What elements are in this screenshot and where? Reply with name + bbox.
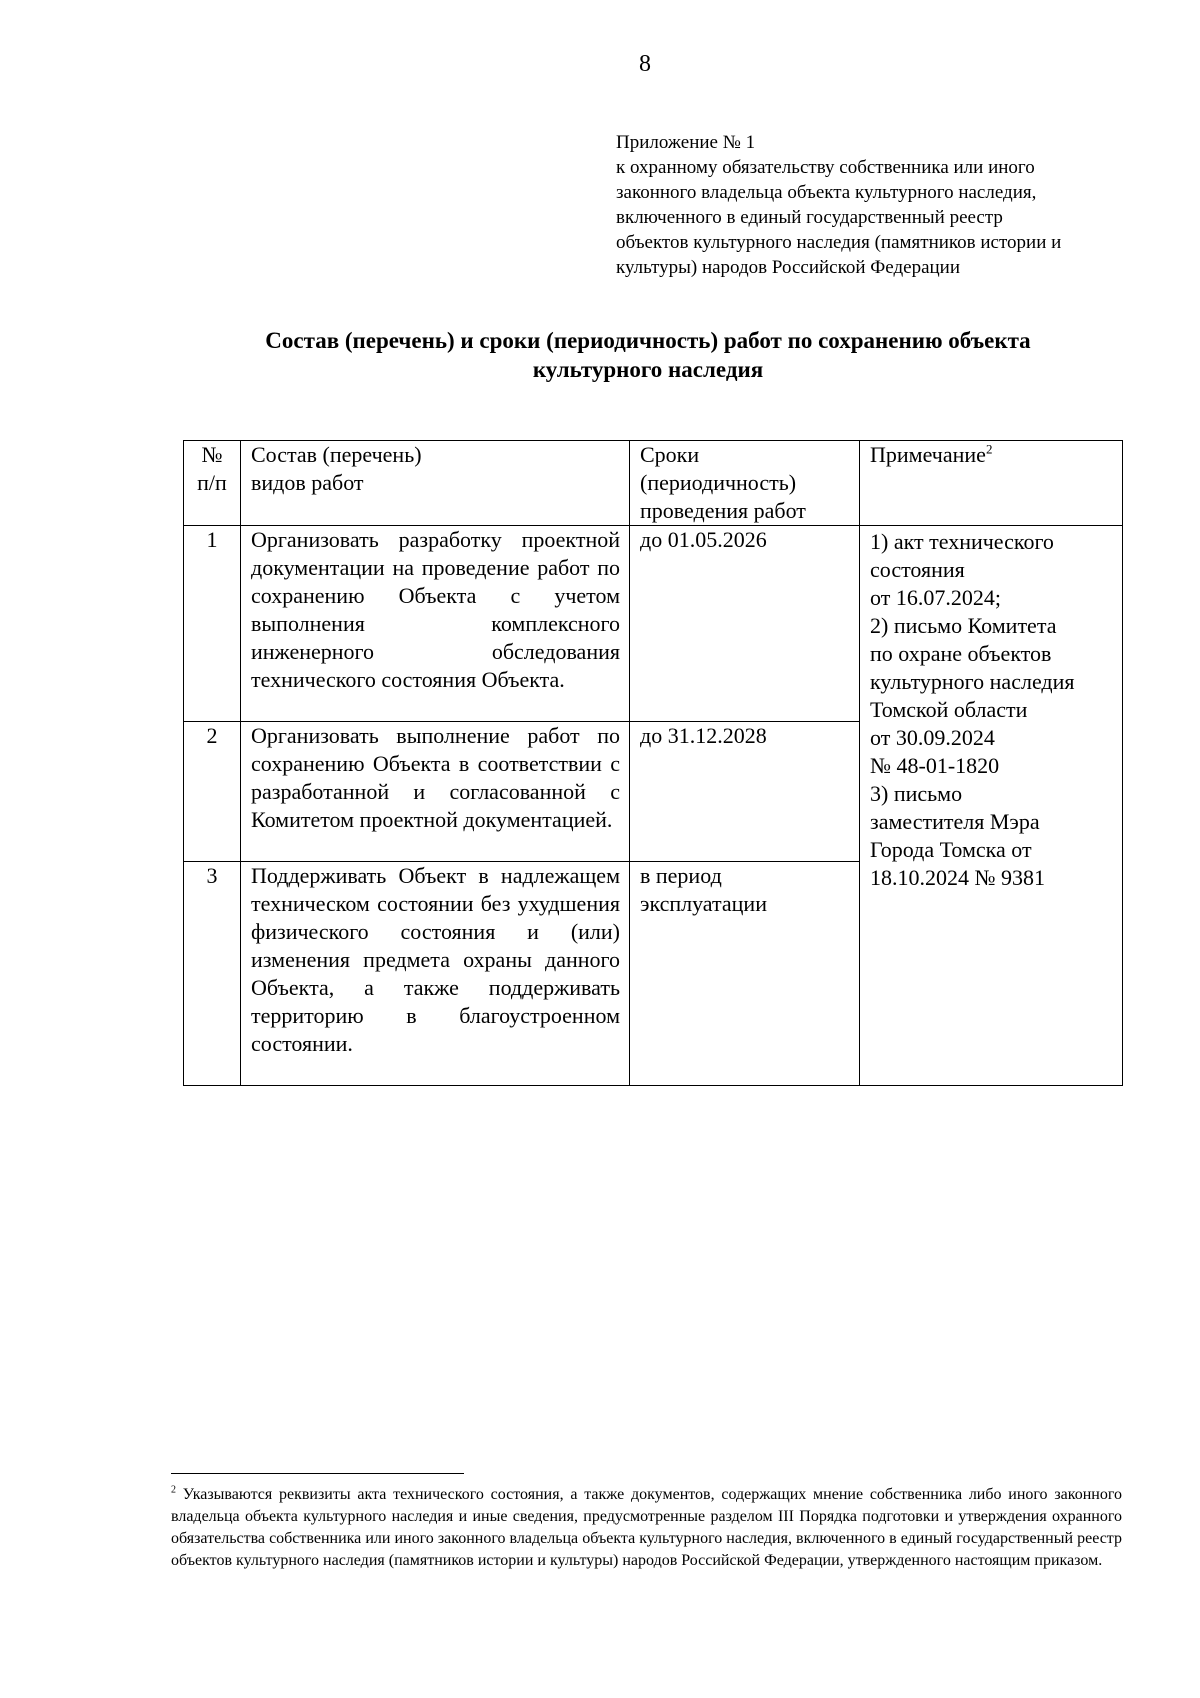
footnote-reference: 2 — [985, 441, 993, 457]
appendix-line: включенного в единый государственный реестр — [616, 207, 1003, 228]
note-line: Города Томска от — [870, 837, 1032, 862]
appendix-line: объектов культурного наследия (памятников истории и — [616, 232, 1062, 253]
note-line: 2) письмо Комитета — [870, 613, 1057, 638]
footnote-separator — [171, 1473, 464, 1474]
appendix-line: к охранному обязательству собственника или иного — [616, 157, 1035, 178]
row-work: Организовать разработку проектной документации на проведение работ по сохранению Объекта с учетом выполнения комплексного инженерного обследования технического состояния Объекта. — [241, 526, 630, 722]
note-line: состояния — [870, 557, 965, 582]
note-line: Томской области — [870, 697, 1028, 722]
row-term: в период эксплуатации — [630, 862, 860, 1086]
note-line: заместителя Мэра — [870, 809, 1040, 834]
row-work: Поддерживать Объект в надлежащем техническом состоянии без ухудшения физического состояния и (или) изменения предмета охраны данного Объекта, а также поддерживать территорию в благоустроенном состоянии. — [241, 862, 630, 1086]
appendix-line: культуры) народов Российской Федерации — [616, 257, 961, 278]
table-row — [184, 526, 1123, 722]
note-line: по охране объектов — [870, 641, 1052, 666]
header-terms: Сроки (периодичность) проведения работ — [630, 441, 860, 526]
row-term: до 01.05.2026 — [630, 526, 860, 722]
note-line: № 48-01-1820 — [870, 753, 1000, 778]
note-line: культурного наследия — [870, 669, 1075, 694]
footnote-mark: 2 — [171, 1484, 176, 1496]
note-line: от 16.07.2024; — [870, 585, 1001, 610]
header-note: Примечание$^2$ — [860, 441, 1123, 526]
note-line: от 30.09.2024 — [870, 725, 995, 750]
row-note — [860, 526, 1123, 1086]
row-term: до 31.12.2028 — [630, 722, 860, 862]
document-title-line: Состав (перечень) и сроки (периодичность) работ по сохранению объекта — [265, 328, 1031, 353]
row-number: 2 — [184, 722, 241, 862]
row-number: 1 — [184, 526, 241, 722]
note-line: 3) письмо — [870, 781, 963, 806]
appendix-line: законного владельца объекта культурного наследия, — [616, 182, 1037, 203]
table-header-row — [184, 441, 1123, 526]
header-works: Состав (перечень) видов работ — [241, 441, 630, 526]
note-line: 1) акт технического — [870, 529, 1054, 554]
page-number: 8 — [639, 51, 651, 77]
appendix-title: Приложение № 1 — [616, 132, 756, 153]
document-title-line: культурного наследия — [532, 357, 764, 382]
footnote — [171, 1484, 1122, 1572]
header-number: № п/п — [184, 441, 241, 526]
footnote-text: Указываются реквизиты акта технического состояния, а также документов, содержащих мнение собственника либо иного законного владельца объекта культурного наследия и иные сведения, предусмотренные разделом III Порядка подготовки и утверждения охранного обязательства собственника или иного законного владельца объекта культурного наследия, включенного в единый государственный реестр объектов культурного наследия (памятников истории и культуры) народов Российской Федерации, утвержденного настоящим приказом. — [171, 1486, 1122, 1569]
appendix-header — [616, 130, 1116, 280]
works-table — [183, 440, 1123, 1086]
row-work: Организовать выполнение работ по сохранению Объекта в соответствии с разработанной и согласованной с Комитетом проектной документацией. — [241, 722, 630, 862]
document-title — [183, 326, 1113, 384]
note-line: 18.10.2024 № 9381 — [870, 865, 1045, 890]
row-number: 3 — [184, 862, 241, 1086]
